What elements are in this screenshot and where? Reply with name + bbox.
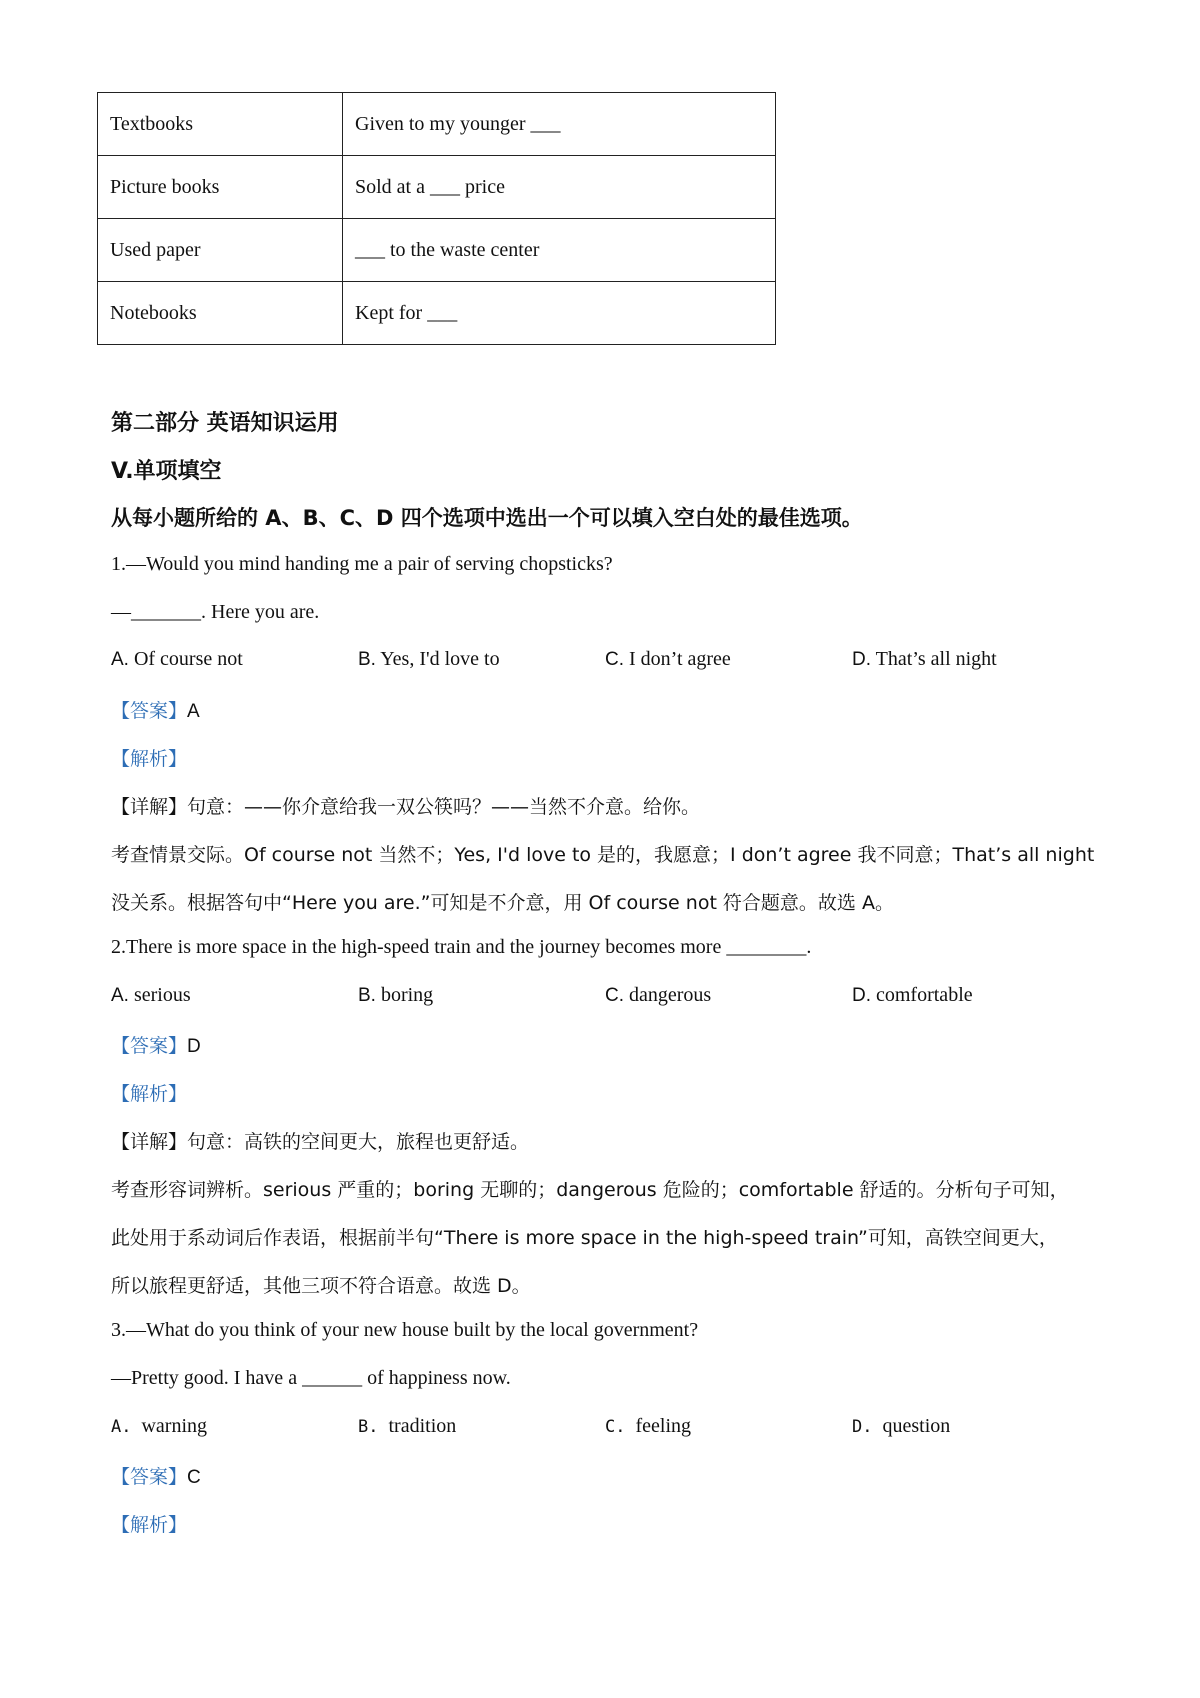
detail-line	[111, 792, 700, 819]
answer-line	[111, 696, 200, 723]
option-a	[111, 1415, 207, 1438]
answer-line	[111, 1462, 201, 1489]
analysis-tag: 【解析】	[111, 1083, 188, 1105]
analysis-tag: 【解析】	[111, 1514, 188, 1536]
question-3-line-1: 3.—What do you think of your new house built by the local government?	[111, 1319, 699, 1341]
answer-tag: 【答案】	[111, 1035, 188, 1057]
option-letter: C.	[605, 985, 624, 1006]
option-text: boring	[380, 984, 434, 1006]
question-1-line-2: —_______. Here you are.	[111, 601, 320, 623]
option-b	[358, 1415, 456, 1438]
explanation-line: 考查情景交际。Of course not 当然不；Yes, I'd love to 是的，我愿意；I don’t agree 我不同意；That’s all night	[111, 844, 1095, 866]
table-row	[98, 156, 776, 219]
explanation-line: 考查形容词辨析。serious 严重的；boring 无聊的；dangerous 危险的；comfortable 舒适的。分析句子可知，	[111, 1179, 1069, 1201]
section-title: V.单项填空	[111, 459, 222, 484]
answer-value: D	[187, 1036, 201, 1057]
table-row	[98, 93, 776, 156]
table-row	[98, 282, 776, 345]
detail-text: 句意：——你介意给我一双公筷吗？——当然不介意。给你。	[187, 796, 701, 818]
option-text: Of course not	[133, 648, 243, 670]
answer-line	[111, 1031, 201, 1058]
option-text: I don’t agree	[629, 648, 731, 670]
option-letter: A.	[111, 649, 129, 670]
analysis-tag: 【解析】	[111, 748, 188, 770]
table-cell-item: Used paper	[98, 219, 343, 282]
option-text: feeling	[635, 1415, 692, 1437]
option-a	[111, 984, 191, 1007]
analysis-line	[111, 1079, 187, 1106]
option-c	[605, 648, 731, 671]
recycling-table	[97, 92, 776, 345]
option-text: warning	[141, 1415, 208, 1437]
analysis-line	[111, 1510, 187, 1537]
option-text: That’s all night	[875, 648, 997, 670]
option-a	[111, 648, 243, 671]
option-text: tradition	[388, 1415, 457, 1437]
option-letter: A.	[111, 985, 129, 1006]
option-letter: C.	[605, 649, 624, 670]
answer-value: C	[187, 1467, 201, 1488]
question-1-line-1: 1.—Would you mind handing me a pair of serving chopsticks?	[111, 553, 613, 575]
detail-line	[111, 1127, 529, 1154]
table-cell-item: Picture books	[98, 156, 343, 219]
table-cell-result: ___ to the waste center	[343, 219, 776, 282]
question-3-line-2: —Pretty good. I have a ______ of happiness now.	[111, 1367, 511, 1389]
option-text: dangerous	[629, 984, 712, 1006]
option-d	[852, 984, 973, 1007]
answer-tag: 【答案】	[111, 700, 188, 722]
table-cell-result: Sold at a ___ price	[343, 156, 776, 219]
question-2-line-1: 2.There is more space in the high-speed train and the journey becomes more ________.	[111, 936, 812, 958]
option-b	[358, 984, 433, 1007]
detail-tag: 【详解】	[111, 1131, 188, 1153]
option-c	[605, 1415, 691, 1438]
option-d	[852, 648, 997, 671]
option-letter: D.	[852, 1417, 873, 1437]
option-letter: C.	[605, 1417, 626, 1437]
option-b	[358, 648, 500, 671]
option-letter: B.	[358, 649, 376, 670]
explanation-line: 所以旅程更舒适，其他三项不符合语意。故选 D。	[111, 1275, 531, 1297]
option-d	[852, 1415, 950, 1438]
detail-text: 句意：高铁的空间更大，旅程也更舒适。	[187, 1131, 530, 1153]
answer-tag: 【答案】	[111, 1466, 188, 1488]
option-c	[605, 984, 711, 1007]
table-cell-item: Notebooks	[98, 282, 343, 345]
part-title: 第二部分 英语知识运用	[111, 411, 339, 436]
table-row	[98, 219, 776, 282]
table-cell-item: Textbooks	[98, 93, 343, 156]
option-text: serious	[133, 984, 191, 1006]
explanation-line: 没关系。根据答句中“Here you are.”可知是不介意，用 Of course not 符合题意。故选 A。	[111, 892, 894, 914]
option-text: question	[882, 1415, 951, 1437]
detail-tag: 【详解】	[111, 796, 188, 818]
option-letter: D.	[852, 649, 871, 670]
analysis-line	[111, 744, 187, 771]
option-letter: A.	[111, 1417, 132, 1437]
option-text: Yes, I'd love to	[380, 648, 500, 670]
explanation-line: 此处用于系动词后作表语，根据前半句“There is more space in the high-speed train”可知，高铁空间更大，	[111, 1227, 1058, 1249]
option-letter: D.	[852, 985, 871, 1006]
table-cell-result: Kept for ___	[343, 282, 776, 345]
table-cell-result: Given to my younger ___	[343, 93, 776, 156]
section-instruction: 从每小题所给的 A、B、C、D 四个选项中选出一个可以填入空白处的最佳选项。	[111, 506, 863, 530]
answer-value: A	[187, 701, 200, 722]
option-letter: B.	[358, 1417, 379, 1437]
option-text: comfortable	[876, 984, 973, 1006]
option-letter: B.	[358, 985, 376, 1006]
